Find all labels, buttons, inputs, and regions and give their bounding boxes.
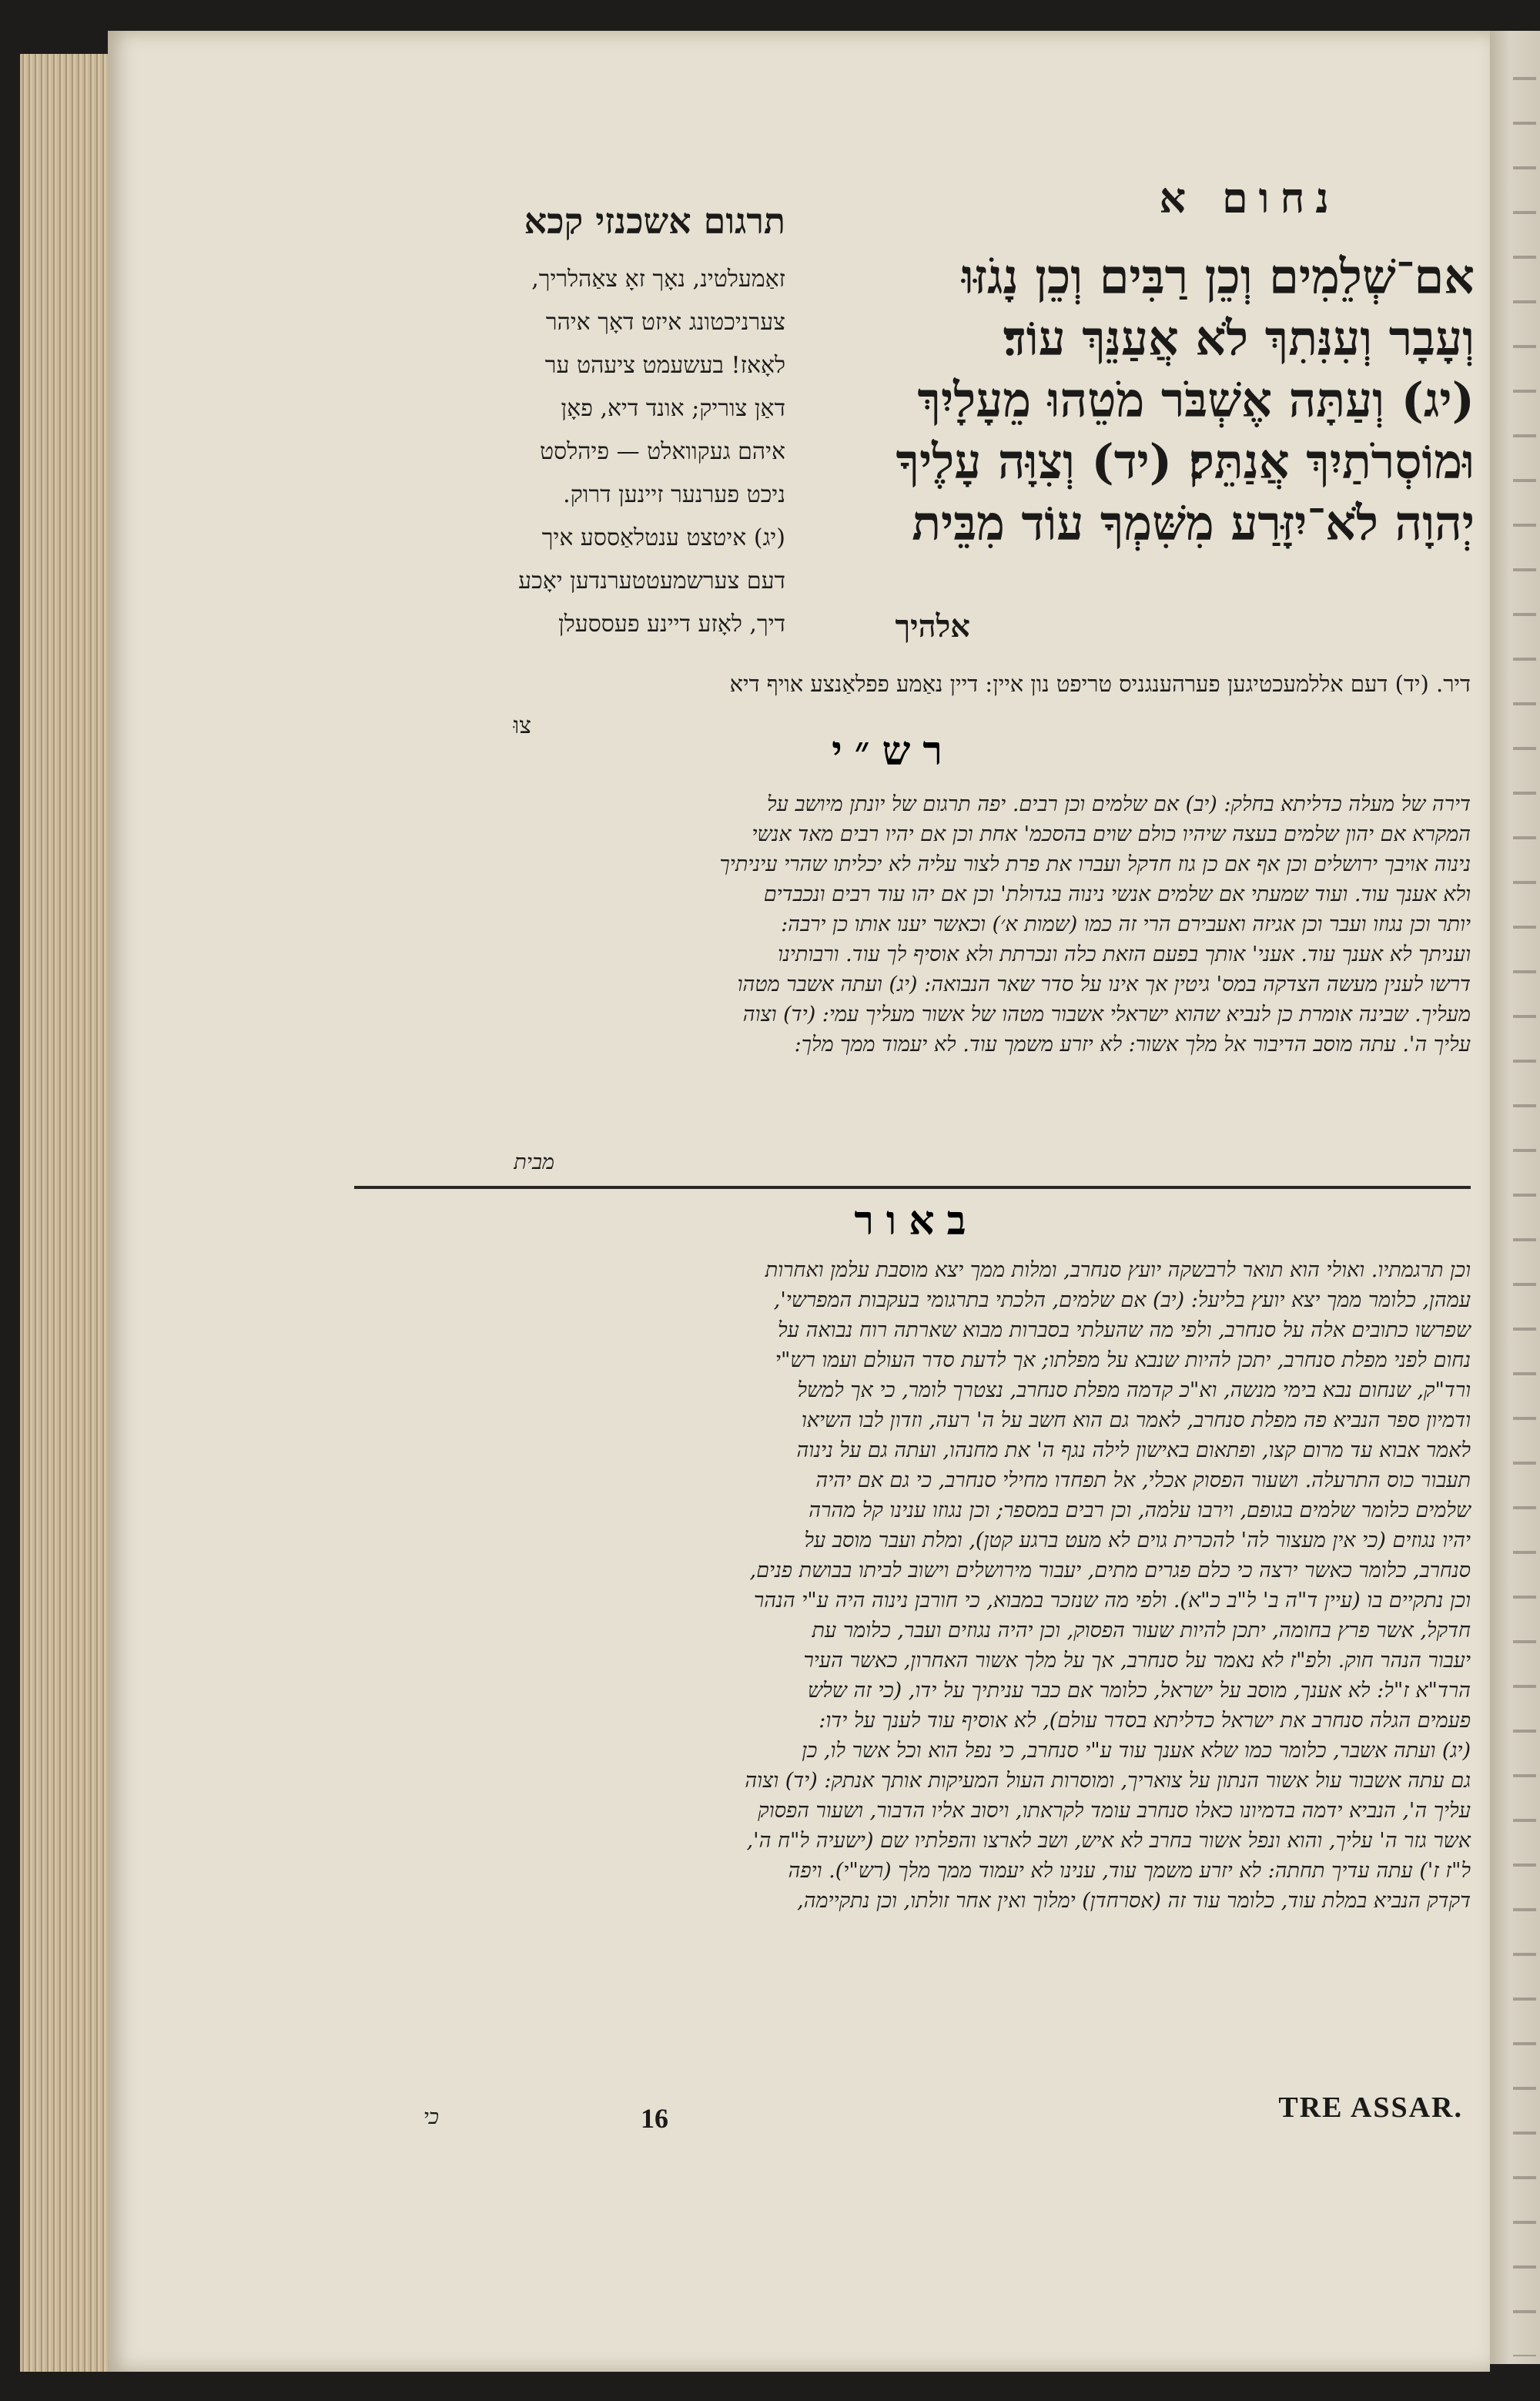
translation-line: לאָאז! בעשעמט ציעהט ער xyxy=(544,352,785,379)
verse-line: וּמוֹסְרֹתַיִךְ אֲנַתֵּק׃ (יד) וְצִוָּה עָלֶיךָ xyxy=(896,434,1475,490)
translation-line: דעם צערשמעטטערנדען יאָכע xyxy=(518,568,785,594)
translation-column xyxy=(339,258,785,646)
biur-continuation: כי xyxy=(423,2105,439,2129)
biur-line: נחום לפני מפלת סנחרב, יתכן להיות שנבא על מפלתו; אך לדעת סדר העולם ועמו רש"י xyxy=(775,1348,1471,1372)
biur-title: באור xyxy=(854,1197,979,1244)
verse-line: וְעָבָר וְעִנִּתִךְ לֹא אֲעַנֵּךְ עוֹד׃ xyxy=(1003,310,1475,367)
translation-line: איהם געקוואלט — פיהלסט xyxy=(540,438,785,465)
book-page xyxy=(108,31,1490,2372)
translation-line: זאַמעלטינ, נאָך זאָ צאַהלריך, xyxy=(531,266,785,293)
verse-block xyxy=(739,246,1475,554)
section-divider xyxy=(354,1186,1471,1189)
verse-line: (יג) וְעַתָּה אֶשְׁבֹּר מֹטֵהוּ מֵעָלָיִךְ xyxy=(917,372,1475,428)
verse-continuation: אלהיך xyxy=(895,608,970,645)
biur-line: שלמים כלומר שלמים בגופם, וירבו עלמה, וכן רבים במספר; וכן נגוזו ענינו קל מהרה xyxy=(808,1499,1471,1522)
biur-line: ודמיון ספר הנביא פה מפלת סנחרב, לאמר גם הוא חשב על ה' רעה, וזדון לבו השיאו xyxy=(801,1408,1471,1432)
rashi-line: עליך ה'. עתה מוסב הדיבור אל מלך אשור: לא יזרע משמך עוד. לא יעמוד ממך מלך: xyxy=(794,1033,1471,1057)
translation-line: דיך, לאָזע דיינע פעססעלן xyxy=(558,611,785,638)
biur-line: וכן נתקיים בו (עיין ד"ה ב' ל"ב כ"א). ולפי מה שנזכר במבוא, כי חורבן נינוה היה ע"י הנהר xyxy=(753,1589,1471,1612)
facing-page-text-bleed xyxy=(1513,46,1536,2356)
biur-line: חדקל, אשר פרץ בחומה, יתכן להיות שעור הפסוק, וכן יהיה נגוזים ועבר, כלומר עת xyxy=(812,1619,1471,1643)
biur-line: יעבור הנהר חוק. ולפ"ז לא נאמר על סנחרב, אך על מלך אשור האחרון, כאשר העיר xyxy=(803,1649,1471,1673)
biur-line: אשר גזר ה' עליך, והוא ונפל אשור בחרב לא איש, ושב לארצו והפלתיו שם (ישעיה ל"ח ה', xyxy=(746,1829,1471,1853)
rashi-line: מעליך. שבינה אומרת כן לנביא שהוא ישראלי אשבור מטהו של אשור מעליך עמי: (יד) וצוה xyxy=(742,1003,1471,1026)
translation-full-line: דיר. (יד) דעם אללמעכטיגען פערהענגניס טריפט נון איין: דיין נאַמע פפלאַנצע אויף דיא xyxy=(729,671,1471,697)
biur-line: יהיו נגוזים (כי אין מעצור לה' להכרית גוים לא מעט ברגע קטן), ומלת ועבר מוסב על xyxy=(804,1529,1471,1552)
biur-line: סנחרב, כלומר כאשר ירצה כי כלם פגרים מתים, יעבור מירושלים וישוב לביתו בבושת פנים, xyxy=(749,1559,1471,1582)
biur-line: עליך ה', הנביא ידמה בדמיונו כאלו סנחרב עומד לקראתו, ויסוב אליו הדבור, ושעור הפסוק xyxy=(758,1799,1471,1823)
rashi-continuation: מבית xyxy=(514,1150,554,1174)
biur-commentary xyxy=(343,1255,1471,1916)
rashi-line: המקרא אם יהון שלמים בעצה שיהיו כולם שוים בהסכמ' אחת וכן אם יהיו רבים מאד אנשי xyxy=(752,822,1471,846)
page-number: 16 xyxy=(641,2103,668,2134)
rashi-line: יותר וכן נגוזו ועבר וכן אגיזה ואעבירם הרי זה כמו (שמות א׳) וכאשר יענו אותו כן ירבה: xyxy=(781,913,1471,936)
biur-line: תעבור כוס התרעלה. ושעור הפסוק אכלי, אל תפחדו מחילי סנחרב, כי גם אם יהיה xyxy=(815,1468,1471,1492)
biur-line: (יג) ועתה אשבר, כלומר כמו שלא אענך עוד ע"י סנחרב, כי נפל הוא וכל אשר לו, כן xyxy=(802,1739,1471,1763)
biur-line: גם עתה אשבור עול אשור הנתון על צואריך, ומוסרות העול המעיקות אותך אנתק: (יד) וצוה xyxy=(745,1769,1471,1793)
biur-line: ל"ז ז') עתה עדיך תחתה: לא יזרע משמך עוד, ענינו לא יעמוד ממך מלך (רש"י). ויפה xyxy=(788,1859,1471,1883)
rashi-title: רש״י xyxy=(832,728,955,775)
verse-line: אם־שְׁלֵמִים וְכֵן רַבִּים וְכֵן נָגֹזּוּ xyxy=(961,249,1475,305)
book-page-edges xyxy=(20,54,109,2372)
biur-line: פעמים הגלה סנחרב את ישראל כדליתא בסדר עולם), לא אוסיף עוד לענך על ידו: xyxy=(819,1709,1471,1733)
rashi-line: דרשו לענין מעשה הצדקה במס' גיטין אך אינו על סדר שאר הנבואה: (יג) ועתה אשבר מטהו xyxy=(737,973,1471,996)
translation-line: צערניכטונג איזט דאָך איהר xyxy=(545,309,785,336)
rashi-line: נינוה אויבך ירושלים וכן אף אם כן גוז חדקל ועברו את פרת לצור עליה לא יכליתו שהרי עיניתיך xyxy=(719,852,1471,876)
biur-line: דקדק הנביא במלת עוד, כלומר עוד זה (אסרחדן) ימלוך ואין אחר זולתו, וכן נתקיימה, xyxy=(797,1889,1471,1913)
translation-line: ניכט פערנער זיינען דרוק. xyxy=(563,481,785,508)
translation-line: (יג) איטצט ענטלאַססע איך xyxy=(541,524,785,551)
translation-title: תרגום אשכנזי קכא xyxy=(524,200,785,242)
signature-mark: TRE ASSAR. xyxy=(1278,2091,1463,2124)
biur-line: לאמר אבוא עד מרום קצו, ופתאום באישון לילה נגף ה' את מחנהו, ועתה גם על נינוה xyxy=(796,1438,1471,1462)
biur-line: שפרשו כתובים אלה על סנחרב, ולפי מה שהעלתי בסברות מבוא שארתה רוח נבואה על xyxy=(778,1318,1471,1342)
translation-line: דאַן צוריק; אונד דיא, פאָן xyxy=(561,395,785,422)
biur-line: עמהן, כלומר ממך יצא יועץ בליעל: (יב) אם שלמים, הלכתי בתרגומי בעקבות המפרשי', xyxy=(773,1288,1471,1312)
biur-line: ורד"ק, שנחום נבא בימי מנשה, וא"כ קדמה מפלת סנחרב, נצטרך לומר, כי אך למשל xyxy=(797,1378,1471,1402)
rashi-commentary xyxy=(343,789,1471,1060)
verse-line: יְהוָה לֹא־יִזָּרַע מִשִּׁמְךָ עוֹד מִבֵּית xyxy=(912,495,1475,551)
rashi-line: ולא אענך עוד. ועוד שמעתי אם שלמים אנשי נינוה בגדולת' וכן אם יהו עוד רבים ונכבדים xyxy=(763,882,1471,906)
translation-continuation: צוּ xyxy=(513,712,531,739)
biur-line: הרד"א ז"ל: לא אענך, מוסב על ישראל, כלומר אם כבר עניתיך על ידו, (כי זה שלש xyxy=(808,1679,1471,1703)
biur-line: וכן תרגמתיו. ואולי הוא תואר לרבשקה יועץ סנחרב, ומלות ממך יצא מוסבת עלמן ואחרות xyxy=(765,1258,1471,1282)
rashi-line: ועניתך לא אענך עוד. אעני' אותך בפעם הזאת כלה ונכרתת ולא אוסיף לך עוד. ורבותינו xyxy=(778,943,1471,966)
rashi-line: דירה של מעלה כדליתא בחלק: (יב) אם שלמים וכן רבים. יפה תרגום של יונתן מיושב על xyxy=(767,792,1471,816)
book-title: נחום א xyxy=(1159,173,1340,223)
